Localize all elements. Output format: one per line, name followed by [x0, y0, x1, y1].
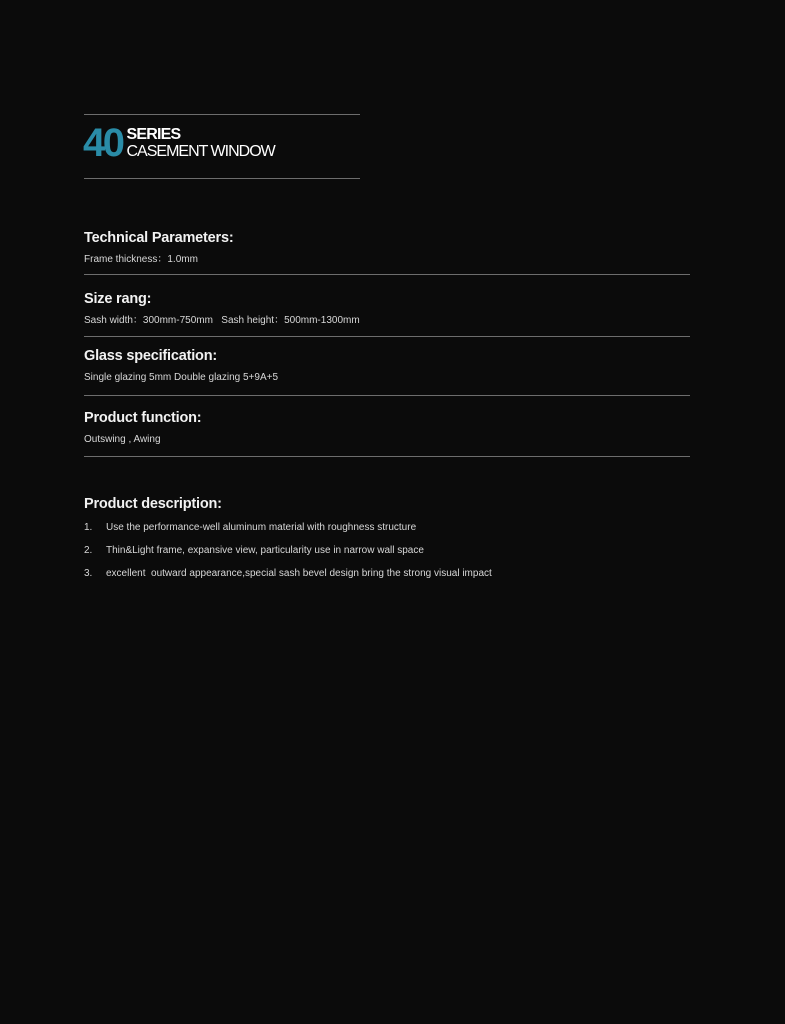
section-divider — [84, 336, 690, 337]
glass-specification-section — [84, 347, 690, 384]
series-number: 40 — [83, 121, 123, 165]
glass-specification-value: Single glazing 5mm Double glazing 5+9A+5 — [84, 372, 279, 383]
product-function-heading: Product function: — [84, 410, 202, 426]
list-item — [84, 521, 690, 534]
list-item-number: 3. — [84, 568, 93, 579]
product-description-section — [84, 495, 690, 590]
header-top-divider — [84, 114, 360, 115]
size-range-heading: Size rang: — [84, 291, 152, 307]
list-item — [84, 544, 690, 557]
section-divider — [84, 274, 690, 275]
header-bottom-divider — [84, 178, 360, 179]
size-range-value: Sash width：300mm-750mm Sash height：500mm-1300mm — [84, 315, 360, 326]
list-item-text: Use the performance-well aluminum material with roughness structure — [106, 522, 417, 533]
series-title — [83, 123, 275, 163]
technical-parameters-value: Frame thickness：1.0mm — [84, 254, 198, 265]
technical-parameters-section — [84, 229, 690, 266]
series-text-block — [127, 127, 275, 160]
list-item-text: Thin&Light frame, expansive view, particularity use in narrow wall space — [106, 545, 424, 556]
glass-specification-heading: Glass specification: — [84, 348, 217, 364]
product-description-list — [84, 521, 690, 580]
product-description-heading: Product description: — [84, 496, 222, 512]
list-item-number: 1. — [84, 522, 93, 533]
product-function-section — [84, 409, 690, 446]
product-function-value: Outswing , Awing — [84, 434, 161, 445]
product-name: CASEMENT WINDOW — [126, 142, 275, 160]
section-divider — [84, 395, 690, 396]
list-item-number: 2. — [84, 545, 93, 556]
list-item — [84, 567, 690, 580]
section-divider — [84, 456, 690, 457]
size-range-section — [84, 290, 690, 327]
technical-parameters-heading: Technical Parameters: — [84, 230, 234, 246]
series-word: SERIES — [126, 125, 181, 143]
list-item-text: excellent outward appearance,special sash bevel design bring the strong visual impact — [106, 568, 492, 579]
